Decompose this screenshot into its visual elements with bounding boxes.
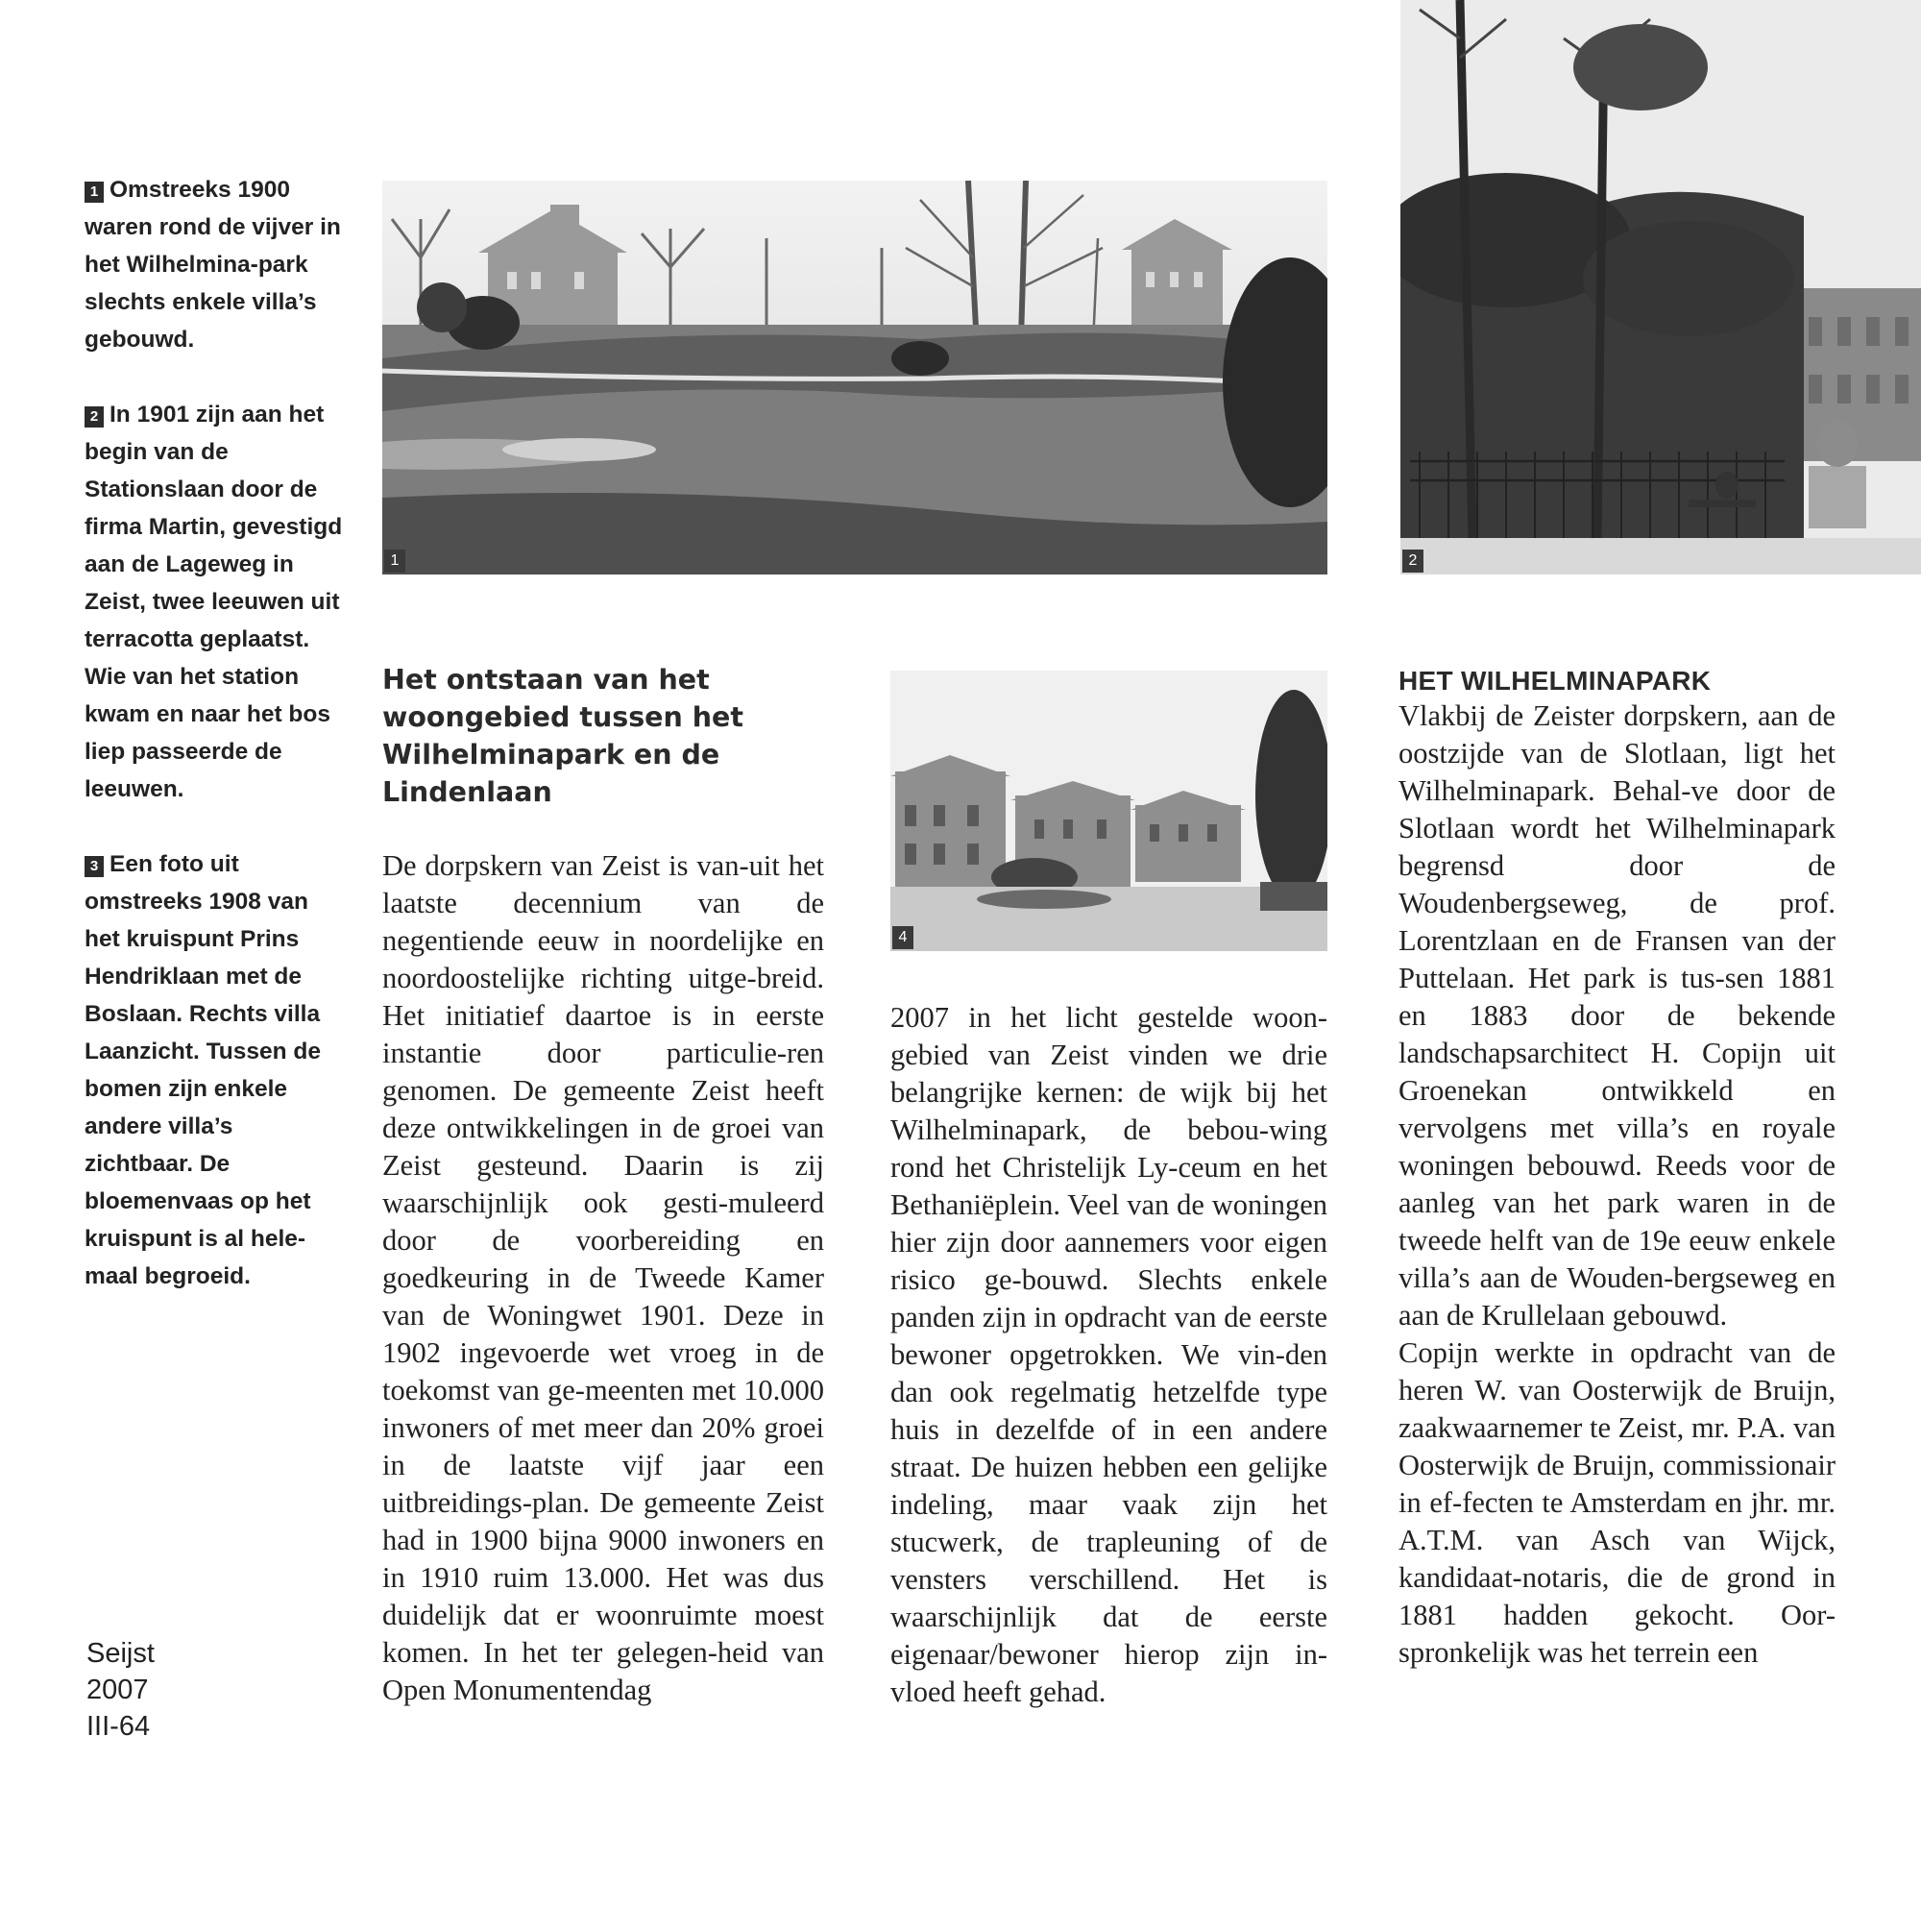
caption-text: In 1901 zijn aan het begin van de Stationslaan door de firma Martin, gevestigd aan de Lageweg in Zeist, twee leeuwen uit terracotta geplaatst. Wie van het station kwam en naar het bos liep passeerde de leeuwen. [85,402,343,802]
article-column-2 [890,999,1327,1711]
photo-kruispunt-image [890,671,1327,951]
folio-year: 2007 [86,1675,149,1705]
caption-text: Omstreeks 1900 waren rond de vijver in het Wilhelmina-park slechts enkele villa’s gebouwd. [85,177,341,353]
photo-wilhelminapark-image [382,181,1327,575]
photo-number-badge: 2 [1402,550,1423,573]
article-column-3 [1398,697,1836,1672]
article-paragraph: Vlakbij de Zeister dorpskern, aan de oostzijde van de Slotlaan, ligt het Wilhelminapark. Behal-ve door de Slotlaan wordt het Wilhelminapark begrensd door de Woudenbergseweg, de prof. Lorentzlaan en de Fransen van der Puttelaan. Het park is tus-sen 1881 en 1883 door de bekende landschapsarchitect H. Copijn uit Groenekan ontwikkeld en vervolgens met villa’s en royale woningen bebouwd. Reeds voor de aanleg van het park waren in de tweede helft van de 19e eeuw enkele villa’s aan de Wouden-bergseweg en aan de Krullelaan gebouwd. [1398,699,1836,1332]
article-paragraph: 2007 in het licht gestelde woon-gebied van Zeist vinden we drie belangrijke kernen: de wijk bij het Wilhelminapark, de bebou-wing rond het Christelijk Ly-ceum en het Bethaniëplein. Veel van de woningen hier zijn door aannemers voor eigen risico ge-bouwd. Slechts enkele panden zijn in opdracht van de eerste bewoner opgetrokken. We vin-den dan ook regelmatig hetzelfde type huis in dezelfde of in een andere straat. De huizen hebben een gelijke indeling, maar vaak zijn het stucwerk, de trapleuning of de vensters verschillend. Het is waarschijnlijk dat de eerste eigenaar/bewoner hierop zijn in-vloed heeft gehad. [890,1001,1327,1708]
caption-number-badge: 3 [85,856,104,877]
article-heading: Het ontstaan van het woongebied tussen het Wilhelminapark en de Lindenlaan [382,664,743,808]
photo-wilhelminapark-pond [382,181,1327,575]
caption-number-badge: 2 [85,406,104,428]
photo-number-badge: 1 [384,550,405,573]
article-column-1 [382,847,824,1709]
article-paragraph: Copijn werkte in opdracht van de heren W. van Oosterwijk de Bruijn, zaakwaarnemer te Zeist, mr. P.A. van Oosterwijk de Bruijn, commissionair in ef-fecten te Amsterdam en jhr. mr. A.T.M. van Asch van Wijck, kandidaat-notaris, die de grond in 1881 hadden gekocht. Oor-spronkelijk was het terrein een [1398,1336,1836,1669]
caption-column [85,171,344,1333]
photo-stationslaan-image [1400,0,1921,575]
caption-number-badge: 1 [85,182,104,203]
article-paragraph: De dorpskern van Zeist is van-uit het laatste decennium van de negentiende eeuw in noordelijke en noordoostelijke richting uitge-breid. Het initiatief daartoe is in eerste instantie door particulie-ren genomen. De gemeente Zeist heeft deze ontwikkelingen in de groei van Zeist gesteund. Daarin is zij waarschijnlijk ook gesti-muleerd door de voorbereiding en goedkeuring in de Tweede Kamer van de Woningwet 1901. Deze in 1902 ingevoerde wet vroeg in de toekomst van ge-meenten met 10.000 inwoners of met meer dan 20% groei in de laatste vijf jaar een uitbreidings-plan. De gemeente Zeist had in 1900 bijna 9000 inwoners en in 1910 ruim 13.000. Het was dus duidelijk dat er woonruimte moest komen. In het ter gelegen-heid van Open Monumentendag [382,849,824,1706]
folio-magazine: Seijst [86,1638,155,1669]
caption-text: Een foto uit omstreeks 1908 van het kruispunt Prins Hendriklaan met de Boslaan. Rechts villa Laanzicht. Tussen de bomen zijn enkele andere villa’s zichtbaar. De bloemenvaas op het kruispunt is al hele-maal begroeid. [85,851,321,1289]
caption-1 [85,171,344,358]
section-heading-wilhelminapark: HET WILHELMINAPARK [1398,666,1712,696]
photo-kruispunt-villas [890,671,1327,951]
caption-2 [85,396,344,808]
folio-page: III-64 [86,1711,151,1742]
folio [86,1635,155,1745]
photo-number-badge: 4 [892,926,913,949]
photo-stationslaan-lions [1400,0,1921,575]
caption-3 [85,845,344,1295]
